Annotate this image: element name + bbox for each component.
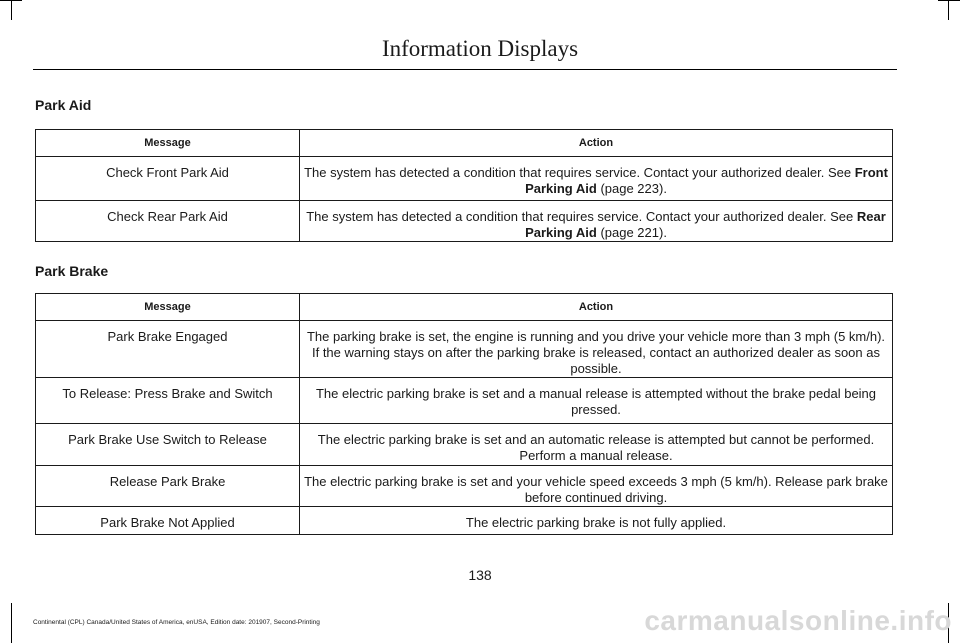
table-row <box>36 157 893 201</box>
action-cell: The parking brake is set, the engine is running and you drive your vehicle more than 3 mph (5 km/h). If the warning stays on after the parking brake is released, contact an authorized dealer as soon as possible. <box>300 321 893 378</box>
page-number: 138 <box>468 567 492 583</box>
table-row <box>36 507 893 535</box>
table-row <box>36 201 893 242</box>
table-header-row <box>36 294 893 321</box>
cross-reference-link[interactable]: Rear Parking Aid <box>525 209 886 240</box>
page-reference: (page 223). <box>596 181 667 196</box>
crop-mark <box>938 0 960 1</box>
column-header-action: Action <box>300 294 893 321</box>
message-cell: To Release: Press Brake and Switch <box>36 378 300 424</box>
park-brake-table <box>35 293 893 535</box>
table-row <box>36 466 893 507</box>
action-cell: The electric parking brake is set and an automatic release is attempted but cannot be performed. Perform a manual release. <box>300 424 893 466</box>
page-reference: (page 221). <box>596 225 667 240</box>
page-header-title: Information Displays <box>381 36 579 61</box>
section-title-park-brake: Park Brake <box>35 263 109 279</box>
park-aid-table <box>35 129 893 242</box>
message-cell: Park Brake Use Switch to Release <box>36 424 300 466</box>
table-row <box>36 424 893 466</box>
action-cell <box>300 157 893 201</box>
action-text: The system has detected a condition that requires service. Contact your authorized dealer. See <box>306 209 857 224</box>
section-title-park-aid: Park Aid <box>35 97 92 113</box>
message-cell: Park Brake Engaged <box>36 321 300 378</box>
cross-reference-link[interactable]: Front Parking Aid <box>525 165 888 196</box>
header-divider <box>33 69 897 70</box>
column-header-message: Message <box>36 130 300 157</box>
action-cell <box>300 201 893 242</box>
action-cell: The electric parking brake is not fully applied. <box>300 507 893 535</box>
table-row <box>36 378 893 424</box>
edition-footer: Continental (CPL) Canada/United States of America, enUSA, Edition date: 201907, Second-Printing <box>33 619 320 626</box>
action-text: The system has detected a condition that requires service. Contact your authorized dealer. See <box>304 165 855 180</box>
message-cell: Park Brake Not Applied <box>36 507 300 535</box>
table-row <box>36 321 893 378</box>
action-cell: The electric parking brake is set and your vehicle speed exceeds 3 mph (5 km/h). Release park brake before continued driving. <box>300 466 893 507</box>
message-cell: Check Front Park Aid <box>36 157 300 201</box>
watermark: carmanualsonline.info <box>644 605 952 636</box>
column-header-action: Action <box>300 130 893 157</box>
table-header-row <box>36 130 893 157</box>
crop-mark <box>11 0 12 20</box>
column-header-message: Message <box>36 294 300 321</box>
message-cell: Release Park Brake <box>36 466 300 507</box>
crop-mark <box>948 0 949 20</box>
message-cell: Check Rear Park Aid <box>36 201 300 242</box>
action-cell: The electric parking brake is set and a manual release is attempted without the brake pedal being pressed. <box>300 378 893 424</box>
crop-mark <box>11 603 12 643</box>
